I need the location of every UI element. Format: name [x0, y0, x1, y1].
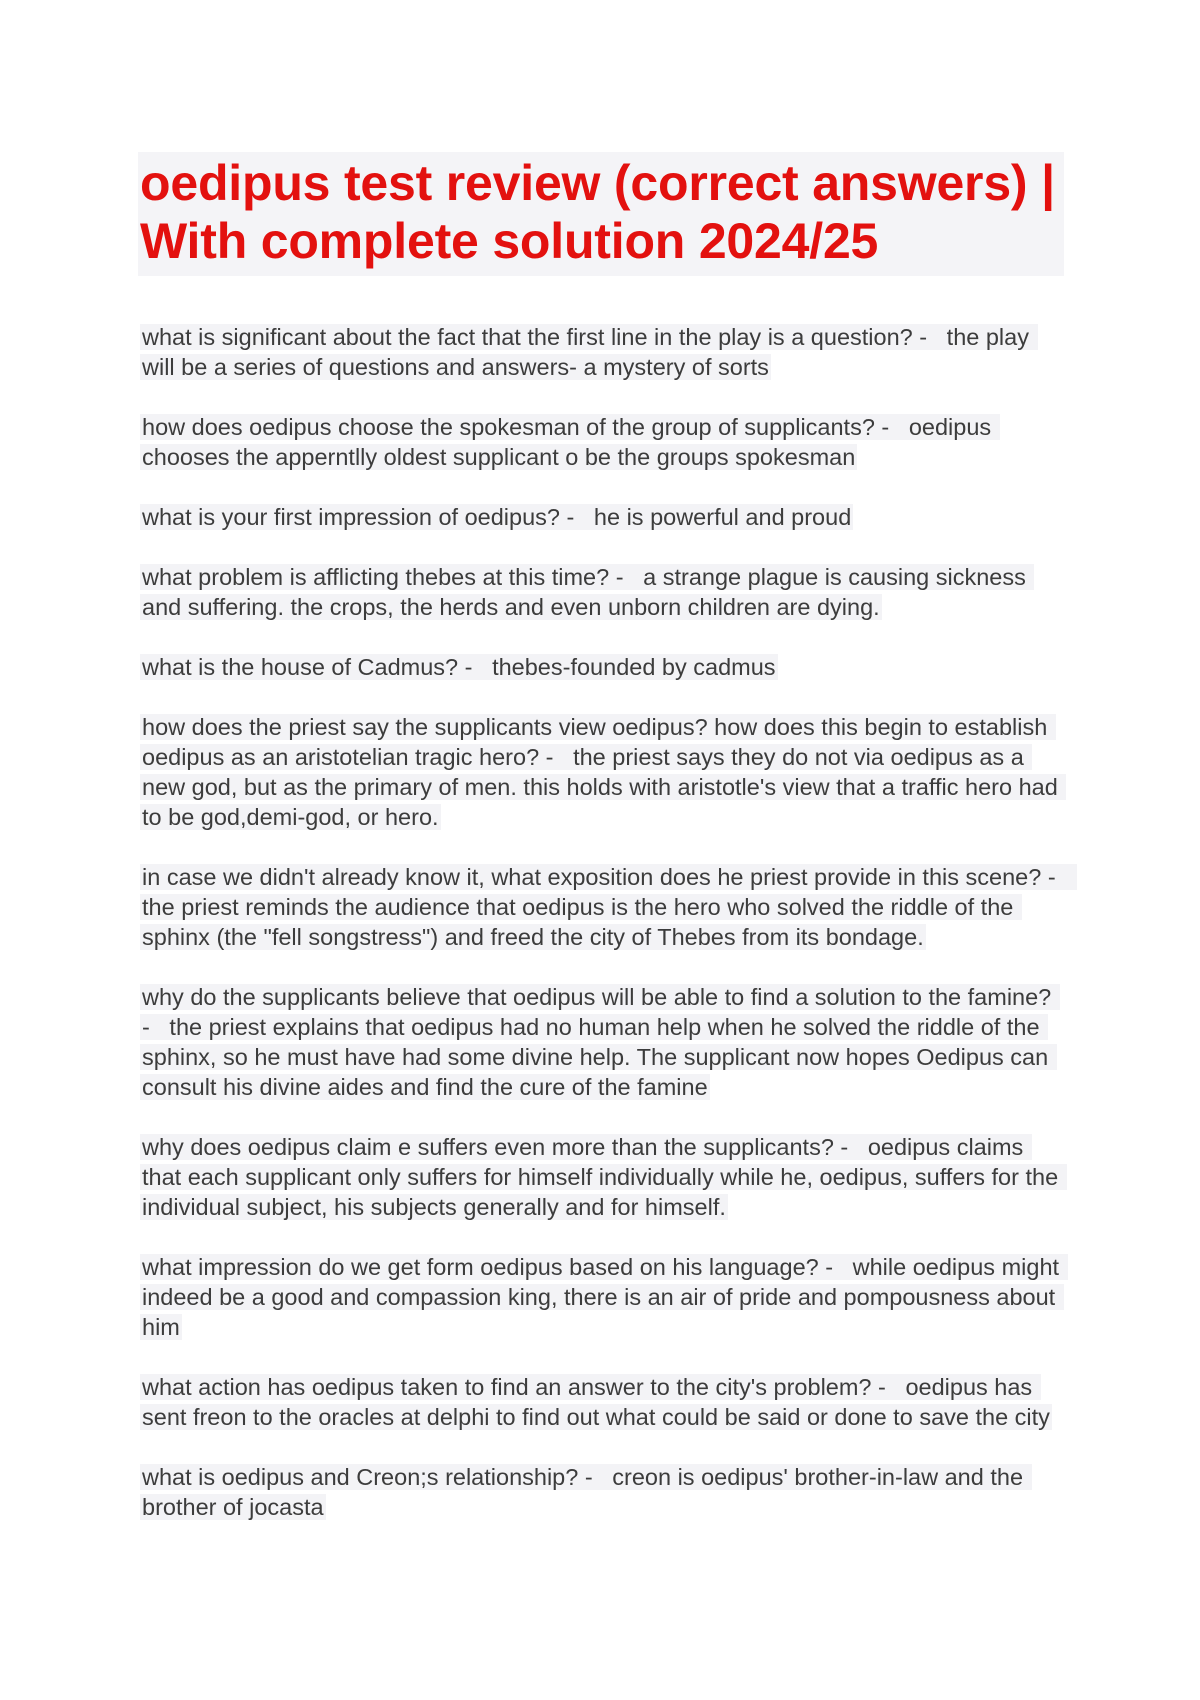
qa-item: how does oedipus choose the spokesman of the group of supplicants? - oedipus chooses the apperntlly oldest supplicant o be the groups spokesman: [142, 414, 998, 470]
document-page: [140, 152, 1076, 1552]
qa-item: what action has oedipus taken to find an answer to the city's problem? - oedipus has sent freon to the oracles at delphi to find out what could be said or done to save the city: [142, 1374, 1050, 1430]
qa-item: what is your first impression of oedipus? - he is powerful and proud: [142, 504, 852, 530]
qa-item: how does the priest say the supplicants view oedipus? how does this begin to establish oedipus as an aristotelian tragic hero? - the priest says they do not via oedipus as a new god, but as the primary of men. this holds with aristotle's view that a traffic hero had to be god,demi-god, or hero.: [142, 714, 1065, 830]
qa-item: what is oedipus and Creon;s relationship? - creon is oedipus' brother-in-law and the brother of jocasta: [142, 1464, 1030, 1520]
qa-item: why does oedipus claim e suffers even more than the supplicants? - oedipus claims that each supplicant only suffers for himself individually while he, oedipus, suffers for the individual subject, his subjects generally and for himself.: [142, 1134, 1065, 1220]
qa-item: what problem is afflicting thebes at this time? - a strange plague is causing sickness and suffering. the crops, the herds and even unborn children are dying.: [142, 564, 1033, 620]
qa-item: what impression do we get form oedipus based on his language? - while oedipus might indeed be a good and compassion king, there is an air of pride and pompousness about him: [142, 1254, 1066, 1340]
qa-item: why do the supplicants believe that oedipus will be able to find a solution to the famine? - the priest explains that oedipus had no human help when he solved the riddle of the sphinx, so he must have had some divine help. The supplicant now hopes Oedipus can consult his divine aides and find the cure of the famine: [142, 984, 1058, 1100]
qa-list: [140, 322, 1076, 1522]
qa-item: what is significant about the fact that the first line in the play is a question? - the play will be a series of questions and answers- a mystery of sorts: [142, 324, 1036, 380]
qa-item: in case we didn't already know it, what exposition does he priest provide in this scene? - the priest reminds the audience that oedipus is the hero who solved the riddle of the sphinx (the "fell songstress") and freed the city of Thebes from its bondage.: [142, 864, 1076, 950]
document-title: oedipus test review (correct answers) | With complete solution 2024/25: [140, 155, 1055, 269]
qa-item: what is the house of Cadmus? - thebes-founded by cadmus: [142, 654, 776, 680]
title-block: [138, 152, 1064, 276]
